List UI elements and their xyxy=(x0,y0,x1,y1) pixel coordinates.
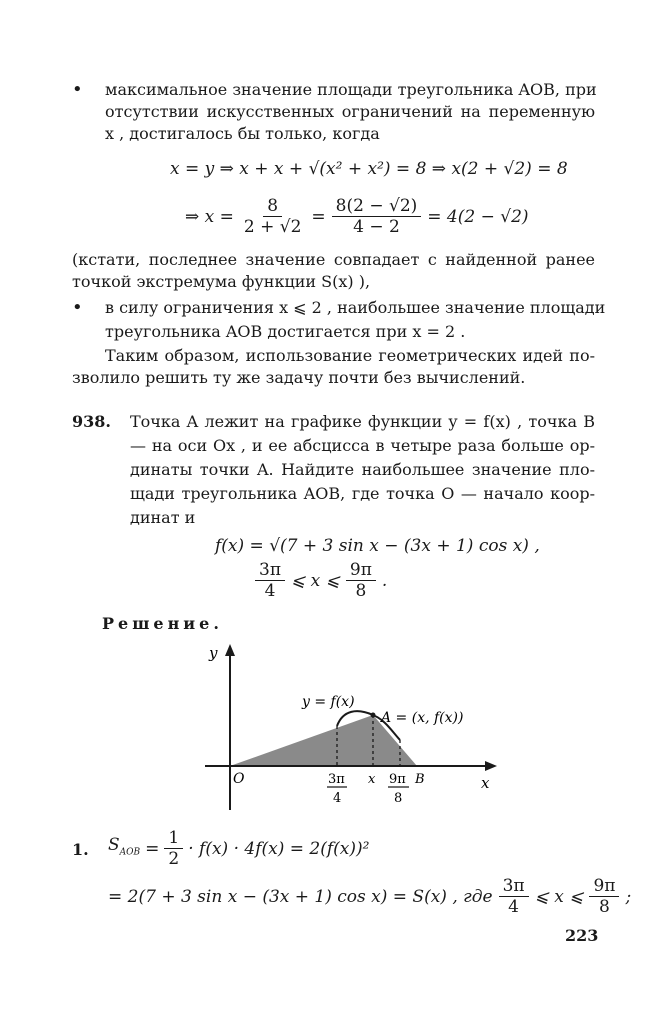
step-number: 1. xyxy=(72,840,89,859)
function-definition: f(x) = √(7 + 3 sin x − (3x + 1) cos x) , xyxy=(215,536,540,556)
figure-graph xyxy=(195,640,505,820)
eq2-mid: = xyxy=(311,206,326,227)
problem-line3: динаты точки A. Найдите наибольшее значение пло- xyxy=(130,460,595,479)
cond-fraction-1 xyxy=(255,560,285,601)
origin-label: O xyxy=(233,771,245,787)
cond-denominator-2: 8 xyxy=(355,581,367,601)
s2-numerator-1: 3π xyxy=(499,876,529,897)
eq2-right: = 4(2 − √2) xyxy=(427,206,529,227)
remark-line2: точкой экстремума функции S(x) ), xyxy=(72,272,371,291)
solution-heading: Решение. xyxy=(102,614,223,633)
s2-fraction-2 xyxy=(589,876,619,917)
eq2-fraction-1 xyxy=(240,196,306,237)
x-axis-arrow xyxy=(485,761,497,771)
s2-mid: ⩽ x ⩽ xyxy=(534,886,584,907)
s2-end: ; xyxy=(625,886,632,907)
page-number: 223 xyxy=(565,926,599,945)
tick-3pi4-num: 3π xyxy=(328,772,345,787)
area-rest: · f(x) · 4f(x) = 2(f(x))² xyxy=(188,838,370,859)
conclusion-line1: Таким образом, использование геометрических идей по- xyxy=(105,346,595,365)
cond-end: . xyxy=(381,570,388,591)
problem-line4: щади треугольника AOB, где точка O — начало коор- xyxy=(130,484,595,503)
point-b-label: B xyxy=(415,772,425,787)
tick-3pi4-den: 4 xyxy=(333,791,342,806)
tick-x-label: x xyxy=(368,772,376,787)
remark-line1: (кстати, последнее значение совпадает с найденной ранее xyxy=(72,250,595,269)
half-fraction xyxy=(164,828,183,869)
bullet1-line3: x , достигалось бы только, когда xyxy=(105,124,380,143)
y-axis-arrow xyxy=(225,644,235,656)
eq2-fraction-2 xyxy=(332,196,422,237)
area-eq: = xyxy=(145,838,160,859)
curve-label: y = f(x) xyxy=(302,694,355,710)
area-expansion xyxy=(108,876,631,917)
half-denominator: 2 xyxy=(168,849,180,869)
cond-numerator-1: 3π xyxy=(255,560,285,581)
eq2-left: ⇒ x = xyxy=(185,206,234,227)
bullet1-line2: отсутствии искусственных ограничений на переменную xyxy=(105,102,595,121)
bullet2-line1: в силу ограничения x ⩽ 2 , наибольшее значение площади xyxy=(105,298,606,317)
domain-condition xyxy=(255,560,387,601)
equation-1: x = y ⇒ x + x + √(x² + x²) = 8 ⇒ x(2 + √2) = 8 xyxy=(170,159,568,179)
bullet-marker: • xyxy=(72,79,83,100)
eq2-denominator-2: 4 − 2 xyxy=(353,217,400,237)
problem-line2: — на оси Ox , и ее абсцисса в четыре раза больше ор- xyxy=(130,436,595,455)
area-symbol xyxy=(108,834,140,863)
problem-number: 938. xyxy=(72,412,111,431)
cond-fraction-2 xyxy=(346,560,376,601)
area-s: S xyxy=(108,834,120,855)
x-axis-label: x xyxy=(481,774,490,792)
s2-numerator-2: 9π xyxy=(589,876,619,897)
problem-line1: Точка A лежит на графике функции y = f(x) , точка B xyxy=(130,412,595,431)
cond-numerator-2: 9π xyxy=(346,560,376,581)
area-expansion-text: = 2(7 + 3 sin x − (3x + 1) cos x) = S(x) , где xyxy=(108,886,493,907)
y-axis-label: y xyxy=(209,644,218,662)
point-a xyxy=(371,713,376,718)
area-subscript: AOB xyxy=(119,847,141,858)
eq2-numerator-1: 8 xyxy=(263,196,282,217)
half-numerator: 1 xyxy=(164,828,183,849)
tick-9pi8-den: 8 xyxy=(394,791,403,806)
bullet2-line2: треугольника AOB достигается при x = 2 . xyxy=(105,322,466,341)
eq2-numerator-2: 8(2 − √2) xyxy=(332,196,422,217)
point-a-label: A = (x, f(x)) xyxy=(381,710,464,726)
s2-fraction-1 xyxy=(499,876,529,917)
equation-2 xyxy=(185,196,529,237)
s2-denominator-2: 8 xyxy=(599,897,610,917)
conclusion-line2: зволило решить ту же задачу почти без вычислений. xyxy=(72,368,526,387)
s2-denominator-1: 4 xyxy=(508,897,519,917)
bullet-marker: • xyxy=(72,297,83,318)
area-formula xyxy=(108,828,369,869)
tick-9pi8-num: 9π xyxy=(389,772,406,787)
problem-line5: динат и xyxy=(130,508,196,527)
cond-mid: ⩽ x ⩽ xyxy=(291,570,340,591)
bullet1-line1: максимальное значение площади треугольника AOB, при xyxy=(105,80,597,99)
cond-denominator-1: 4 xyxy=(264,581,276,601)
eq2-denominator-1: 2 + √2 xyxy=(243,217,302,237)
